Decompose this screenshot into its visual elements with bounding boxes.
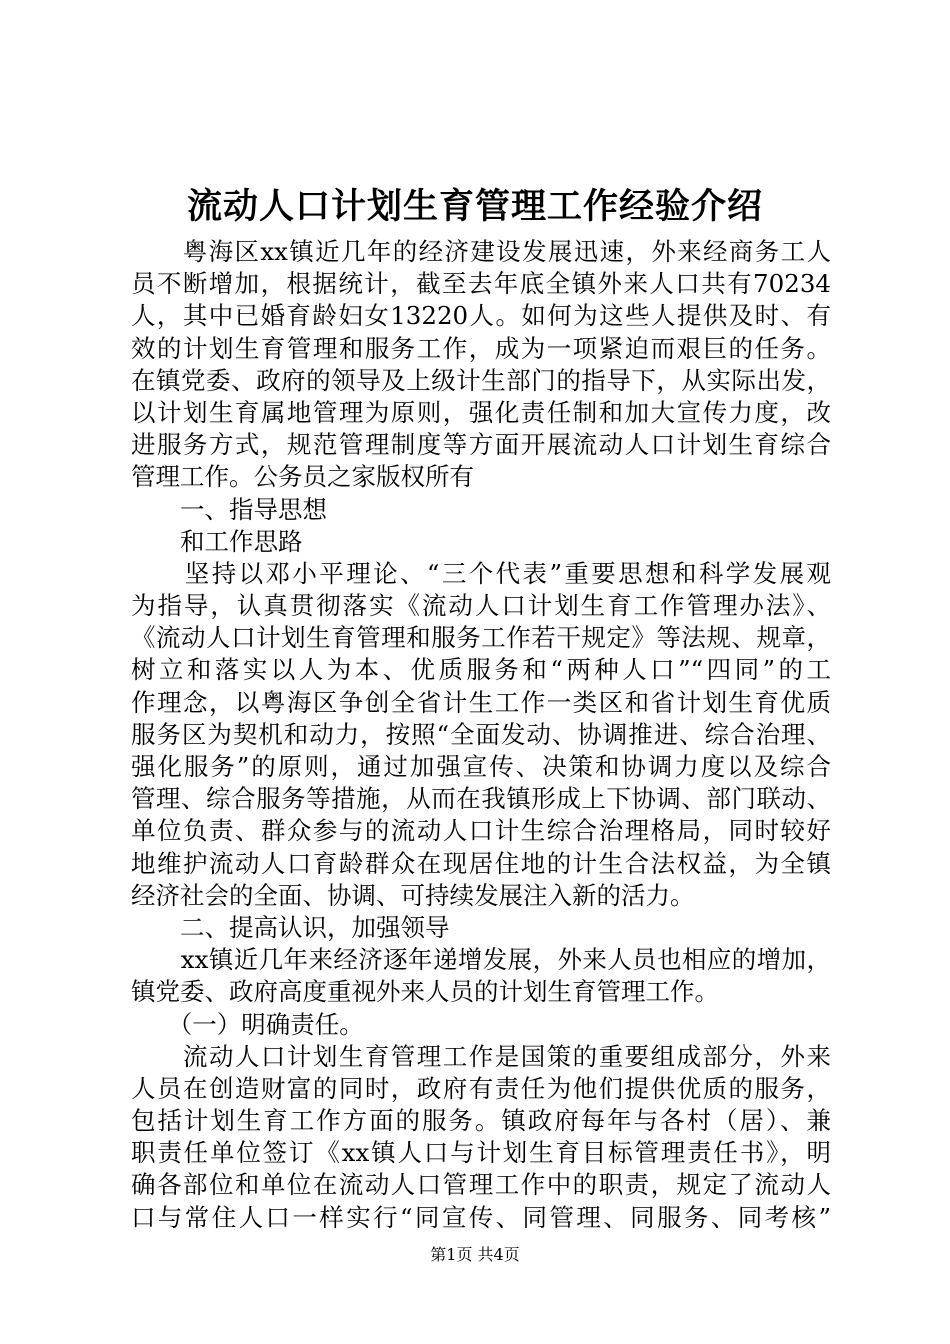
section-heading: 一、指导思想 — [131, 494, 327, 524]
body-line: 强化服务”的原则，通过加强宣传、决策和协调力度以及综合 — [131, 752, 831, 781]
section-heading: 二、提高认识，加强领导 — [131, 912, 450, 942]
body-line: 粤海区xx镇近几年的经济建设发展迅速，外来经商务工人 — [131, 237, 831, 266]
body-line: 进服务方式，规范管理制度等方面开展流动人口计划生育综合 — [131, 430, 831, 460]
body-line: 为指导，认真贯彻落实《流动人口计划生育工作管理办法》、 — [131, 591, 831, 621]
body-line: 确各部位和单位在流动人口管理工作中的职责，规定了流动人 — [131, 1170, 831, 1200]
body-line: 镇党委、政府高度重视外来人员的计划生育管理工作。 — [131, 977, 719, 1007]
body-line: 树立和落实以人为本、优质服务和“两种人口”“四同”的工 — [131, 655, 831, 685]
subsection-heading: （一）明确责任。 — [131, 1009, 364, 1039]
body-line: 经济社会的全面、协调、可持续发展注入新的活力。 — [131, 880, 695, 910]
body-line: 包括计划生育工作方面的服务。镇政府每年与各村（居）、兼 — [131, 1106, 831, 1136]
body-line: 人员在创造财富的同时，政府有责任为他们提供优质的服务， — [131, 1073, 831, 1103]
body-line: 地维护流动人口育龄群众在现居住地的计生合法权益，为全镇 — [131, 848, 831, 878]
body-line: 管理、综合服务等措施，从而在我镇形成上下协调、部门联动、 — [131, 784, 831, 814]
document-title: 流动人口计划生育管理工作经验介绍 — [186, 186, 763, 227]
body-line: 以计划生育属地管理为原则，强化责任制和加大宣传力度，改 — [131, 397, 831, 427]
body-line: 口与常住人口一样实行“同宣传、同管理、同服务、同考核” — [131, 1202, 831, 1232]
document-body — [131, 236, 831, 1234]
body-line: 服务区为契机和动力，按照“全面发动、协调推进、综合治理、 — [131, 719, 831, 749]
body-line: 在镇党委、政府的领导及上级计生部门的指导下，从实际出发， — [131, 365, 831, 395]
body-line: 员不断增加，根据统计，截至去年底全镇外来人口共有70234 — [131, 269, 831, 299]
body-line: 作理念，以粤海区争创全省计生工作一类区和省计划生育优质 — [131, 687, 831, 717]
body-line: 坚持以邓小平理论、“三个代表”重要思想和科学发展观 — [131, 558, 831, 588]
body-line: 效的计划生育管理和服务工作，成为一项紧迫而艰巨的任务。 — [131, 333, 831, 363]
body-line: 人，其中已婚育龄妇女13220人。如何为这些人提供及时、有 — [131, 301, 831, 331]
page-number-footer: 第1页 共4页 — [430, 1245, 520, 1264]
body-line: 流动人口计划生育管理工作是国策的重要组成部分，外来 — [131, 1041, 831, 1071]
section-heading: 和工作思路 — [131, 526, 303, 556]
body-line: 管理工作。公务员之家版权所有 — [131, 462, 474, 492]
body-line: xx镇近几年来经济逐年递增发展，外来人员也相应的增加， — [131, 945, 831, 975]
body-line: 单位负责、群众参与的流动人口计生综合治理格局，同时较好 — [131, 816, 831, 846]
body-line: 《流动人口计划生育管理和服务工作若干规定》等法规、规章， — [131, 623, 831, 653]
body-line: 职责任单位签订《xx镇人口与计划生育目标管理责任书》，明 — [131, 1138, 831, 1168]
